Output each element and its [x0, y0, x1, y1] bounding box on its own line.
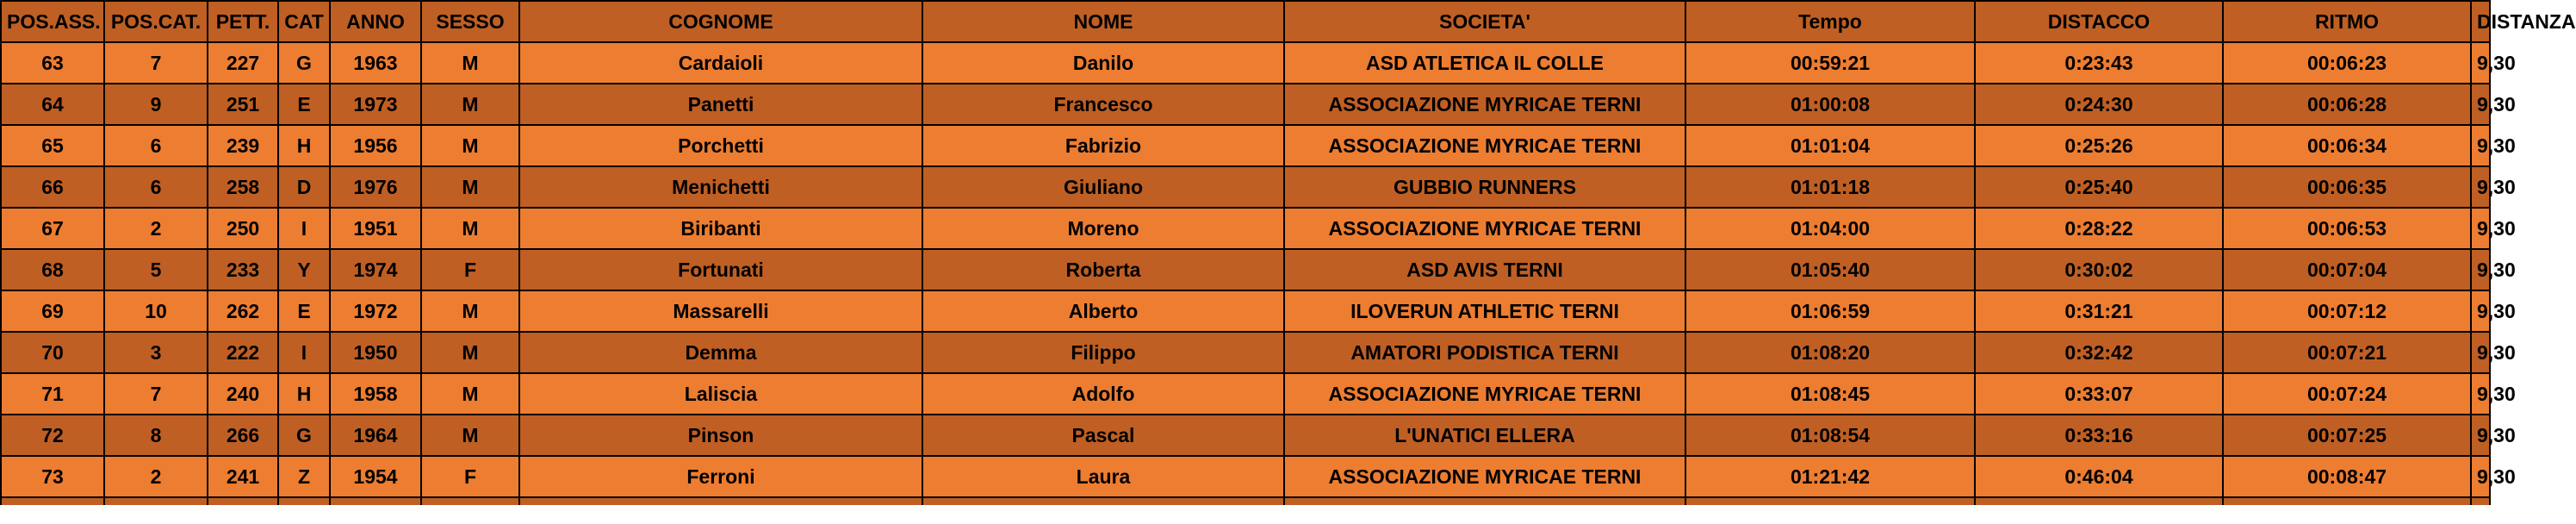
cell-pos-cat: 8 [104, 415, 208, 456]
cell-empty [1284, 497, 1685, 505]
col-header-societa: SOCIETA' [1284, 1, 1685, 42]
cell-pos-ass: 65 [1, 125, 104, 166]
cell-tempo: 01:05:40 [1685, 249, 1975, 290]
cell-societa: L'UNATICI ELLERA [1284, 415, 1685, 456]
cell-cognome: Panetti [519, 84, 922, 125]
cell-distanza: 9,30 [2471, 249, 2490, 290]
cell-cat: H [278, 373, 330, 415]
cell-ritmo: 00:06:23 [2223, 42, 2471, 84]
cell-nome: Fabrizio [922, 125, 1284, 166]
col-header-pos-ass: POS.ASS. [1, 1, 104, 42]
col-header-pett: PETT. [208, 1, 278, 42]
col-header-cognome: COGNOME [519, 1, 922, 42]
cell-sesso: M [421, 208, 519, 249]
cell-distanza: 9,30 [2471, 373, 2490, 415]
cell-societa: GUBBIO RUNNERS [1284, 166, 1685, 208]
cell-cognome: Ferroni [519, 456, 922, 497]
cell-sesso: M [421, 125, 519, 166]
cell-nome: Laura [922, 456, 1284, 497]
cell-nome: Alberto [922, 290, 1284, 332]
cell-ritmo: 00:07:25 [2223, 415, 2471, 456]
cell-pos-cat: 6 [104, 125, 208, 166]
cell-anno: 1972 [330, 290, 421, 332]
cell-empty [519, 497, 922, 505]
cell-tempo: 01:06:59 [1685, 290, 1975, 332]
cell-tempo: 01:21:42 [1685, 456, 1975, 497]
cell-empty [330, 497, 421, 505]
cell-societa: ASD ATLETICA IL COLLE [1284, 42, 1685, 84]
cell-cognome: Pinson [519, 415, 922, 456]
cell-tempo: 01:08:20 [1685, 332, 1975, 373]
cell-ritmo: 00:06:35 [2223, 166, 2471, 208]
cell-anno: 1974 [330, 249, 421, 290]
col-header-sesso: SESSO [421, 1, 519, 42]
cell-pett: 241 [208, 456, 278, 497]
cell-distanza: 9,30 [2471, 415, 2490, 456]
cell-distacco: 0:23:43 [1975, 42, 2223, 84]
cell-sesso: M [421, 290, 519, 332]
cell-ritmo: 00:07:21 [2223, 332, 2471, 373]
cell-pett: 239 [208, 125, 278, 166]
cell-anno: 1963 [330, 42, 421, 84]
cell-distacco: 0:33:07 [1975, 373, 2223, 415]
col-header-distacco: DISTACCO [1975, 1, 2223, 42]
cell-pett: 262 [208, 290, 278, 332]
cell-cognome: Menichetti [519, 166, 922, 208]
cell-pett: 233 [208, 249, 278, 290]
table-row [1, 290, 2490, 332]
cell-empty [421, 497, 519, 505]
cell-pos-ass: 70 [1, 332, 104, 373]
cell-empty [104, 497, 208, 505]
cell-nome: Adolfo [922, 373, 1284, 415]
cell-sesso: M [421, 84, 519, 125]
cell-distanza: 9,30 [2471, 290, 2490, 332]
cell-anno: 1973 [330, 84, 421, 125]
cell-pos-cat: 10 [104, 290, 208, 332]
col-header-tempo: Tempo [1685, 1, 1975, 42]
cell-ritmo: 00:07:12 [2223, 290, 2471, 332]
cell-cognome: Demma [519, 332, 922, 373]
cell-pos-cat: 7 [104, 373, 208, 415]
cell-cat: G [278, 415, 330, 456]
cell-cognome: Porchetti [519, 125, 922, 166]
cell-pos-cat: 6 [104, 166, 208, 208]
cell-sesso: M [421, 166, 519, 208]
cell-nome: Roberta [922, 249, 1284, 290]
cell-distanza: 9,30 [2471, 332, 2490, 373]
col-header-anno: ANNO [330, 1, 421, 42]
cell-societa: ASSOCIAZIONE MYRICAE TERNI [1284, 125, 1685, 166]
cell-sesso: M [421, 373, 519, 415]
cell-distanza: 9,30 [2471, 166, 2490, 208]
cell-pos-ass: 67 [1, 208, 104, 249]
cell-pos-cat: 2 [104, 208, 208, 249]
cell-distanza: 9,30 [2471, 125, 2490, 166]
cell-empty [1975, 497, 2223, 505]
cell-empty [2471, 497, 2490, 505]
table-row [1, 208, 2490, 249]
cell-pos-cat: 9 [104, 84, 208, 125]
cell-distacco: 0:31:21 [1975, 290, 2223, 332]
cell-anno: 1964 [330, 415, 421, 456]
cell-nome: Francesco [922, 84, 1284, 125]
col-header-distanza: DISTANZA [2471, 1, 2490, 42]
cell-anno: 1956 [330, 125, 421, 166]
cell-tempo: 01:01:18 [1685, 166, 1975, 208]
cell-cognome: Fortunati [519, 249, 922, 290]
table-row [1, 456, 2490, 497]
cell-cognome: Biribanti [519, 208, 922, 249]
col-header-ritmo: RITMO [2223, 1, 2471, 42]
cell-ritmo: 00:06:34 [2223, 125, 2471, 166]
cell-cognome: Massarelli [519, 290, 922, 332]
cell-tempo: 01:08:45 [1685, 373, 1975, 415]
cell-pos-cat: 2 [104, 456, 208, 497]
cell-sesso: M [421, 332, 519, 373]
cell-pos-cat: 3 [104, 332, 208, 373]
cell-anno: 1976 [330, 166, 421, 208]
cell-sesso: M [421, 42, 519, 84]
cell-societa: ASSOCIAZIONE MYRICAE TERNI [1284, 84, 1685, 125]
cell-cat: Z [278, 456, 330, 497]
cell-pos-ass: 72 [1, 415, 104, 456]
cell-sesso: M [421, 415, 519, 456]
table-row [1, 166, 2490, 208]
cell-distacco: 0:32:42 [1975, 332, 2223, 373]
cell-cat: Y [278, 249, 330, 290]
cell-distanza: 9,30 [2471, 84, 2490, 125]
cell-nome: Pascal [922, 415, 1284, 456]
cell-nome: Filippo [922, 332, 1284, 373]
cell-cat: E [278, 84, 330, 125]
table-row [1, 332, 2490, 373]
cell-distacco: 0:33:16 [1975, 415, 2223, 456]
cell-empty [922, 497, 1284, 505]
cell-nome: Moreno [922, 208, 1284, 249]
cell-pos-cat: 7 [104, 42, 208, 84]
cell-nome: Giuliano [922, 166, 1284, 208]
cell-anno: 1954 [330, 456, 421, 497]
cell-pos-cat: 5 [104, 249, 208, 290]
cell-pett: 251 [208, 84, 278, 125]
cell-societa: AMATORI PODISTICA TERNI [1284, 332, 1685, 373]
cell-societa: ASSOCIAZIONE MYRICAE TERNI [1284, 373, 1685, 415]
cell-pos-ass: 66 [1, 166, 104, 208]
cell-anno: 1958 [330, 373, 421, 415]
cell-societa: ASD AVIS TERNI [1284, 249, 1685, 290]
cell-pett: 240 [208, 373, 278, 415]
cell-pos-ass: 68 [1, 249, 104, 290]
cell-ritmo: 00:07:24 [2223, 373, 2471, 415]
cell-cat: D [278, 166, 330, 208]
table-row [1, 249, 2490, 290]
cell-tempo: 01:08:54 [1685, 415, 1975, 456]
cell-societa: ASSOCIAZIONE MYRICAE TERNI [1284, 208, 1685, 249]
cell-cat: I [278, 208, 330, 249]
cell-cat: G [278, 42, 330, 84]
cell-tempo: 01:04:00 [1685, 208, 1975, 249]
cell-pett: 250 [208, 208, 278, 249]
cell-distanza: 9,30 [2471, 208, 2490, 249]
cell-ritmo: 00:07:04 [2223, 249, 2471, 290]
col-header-nome: NOME [922, 1, 1284, 42]
cell-distanza: 9,30 [2471, 456, 2490, 497]
col-header-pos-cat: POS.CAT. [104, 1, 208, 42]
cell-cat: H [278, 125, 330, 166]
cell-societa: ASSOCIAZIONE MYRICAE TERNI [1284, 456, 1685, 497]
cell-empty [2223, 497, 2471, 505]
cell-distacco: 0:24:30 [1975, 84, 2223, 125]
cell-ritmo: 00:06:28 [2223, 84, 2471, 125]
cell-distacco: 0:46:04 [1975, 456, 2223, 497]
cell-ritmo: 00:06:53 [2223, 208, 2471, 249]
table-row-partial [1, 497, 2490, 505]
table-row [1, 125, 2490, 166]
cell-pett: 266 [208, 415, 278, 456]
cell-empty [1, 497, 104, 505]
cell-distanza: 9,30 [2471, 42, 2490, 84]
header-row [1, 1, 2490, 42]
cell-distacco: 0:30:02 [1975, 249, 2223, 290]
cell-tempo: 01:00:08 [1685, 84, 1975, 125]
cell-pos-ass: 64 [1, 84, 104, 125]
cell-cognome: Cardaioli [519, 42, 922, 84]
cell-empty [278, 497, 330, 505]
cell-anno: 1950 [330, 332, 421, 373]
cell-distacco: 0:28:22 [1975, 208, 2223, 249]
results-body [1, 42, 2516, 505]
cell-sesso: F [421, 456, 519, 497]
cell-pos-ass: 73 [1, 456, 104, 497]
table-row [1, 415, 2490, 456]
cell-cat: E [278, 290, 330, 332]
cell-anno: 1951 [330, 208, 421, 249]
table-row [1, 42, 2490, 84]
table-row [1, 373, 2490, 415]
table-row [1, 84, 2490, 125]
cell-societa: ILOVERUN ATHLETIC TERNI [1284, 290, 1685, 332]
cell-pett: 227 [208, 42, 278, 84]
cell-sesso: F [421, 249, 519, 290]
cell-cognome: Laliscia [519, 373, 922, 415]
cell-pett: 222 [208, 332, 278, 373]
cell-empty [208, 497, 278, 505]
cell-empty [1685, 497, 1975, 505]
col-header-cat: CAT [278, 1, 330, 42]
cell-pos-ass: 69 [1, 290, 104, 332]
cell-distacco: 0:25:26 [1975, 125, 2223, 166]
cell-pos-ass: 63 [1, 42, 104, 84]
cell-tempo: 01:01:04 [1685, 125, 1975, 166]
cell-distacco: 0:25:40 [1975, 166, 2223, 208]
cell-ritmo: 00:08:47 [2223, 456, 2471, 497]
cell-pett: 258 [208, 166, 278, 208]
cell-tempo: 00:59:21 [1685, 42, 1975, 84]
cell-nome: Danilo [922, 42, 1284, 84]
cell-pos-ass: 71 [1, 373, 104, 415]
cell-cat: I [278, 332, 330, 373]
